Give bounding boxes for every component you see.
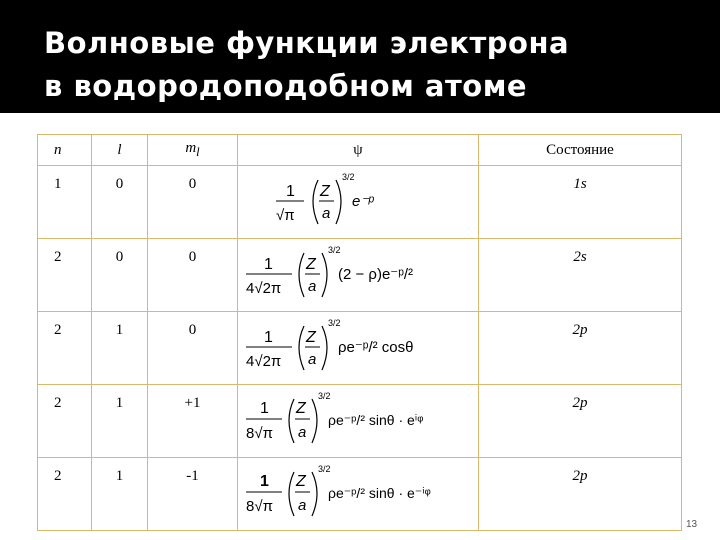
- formula-prefactor-numerator: 1: [286, 183, 295, 200]
- table-header-row: [38, 135, 682, 166]
- formula-prefactor-denominator: √π: [276, 207, 295, 224]
- cell-state-value: 2s: [573, 249, 587, 265]
- cell-ml-value: 0: [188, 176, 197, 192]
- formula-exponent: 3/2: [318, 391, 331, 401]
- formula-prefactor-numerator: 1: [260, 473, 269, 490]
- slide-title: [44, 22, 704, 108]
- formula-prefactor-numerator: 1: [260, 400, 269, 417]
- cell-ml-value: 0: [188, 322, 197, 338]
- formula-tail: ρe⁻ᵖ/² sinθ · e⁻ⁱᵠ: [328, 485, 431, 501]
- table-row: [38, 166, 682, 239]
- formula-prefactor-denominator: 4√2π: [246, 280, 282, 297]
- cell-ml: [148, 458, 238, 531]
- formula-a: a: [308, 278, 317, 295]
- wave-function-table: [37, 134, 682, 531]
- formula-z: Z: [296, 473, 306, 490]
- formula-tail: e⁻ᵖ: [352, 193, 374, 210]
- formula-a: a: [308, 351, 317, 368]
- cell-psi: [238, 312, 479, 385]
- cell-l-value: 1: [115, 395, 124, 411]
- cell-l: [92, 312, 148, 385]
- cell-l: [92, 458, 148, 531]
- wave-function-formula: [244, 460, 464, 524]
- cell-n-value: 2: [54, 468, 62, 484]
- cell-state: [479, 239, 682, 312]
- cell-state: [479, 385, 682, 458]
- cell-ml-value: -1: [186, 468, 199, 484]
- cell-l: [92, 239, 148, 312]
- formula-a: a: [322, 205, 331, 222]
- cell-l-value: 1: [115, 468, 124, 484]
- header-ml: [148, 135, 238, 166]
- wave-function-formula: [244, 314, 444, 378]
- formula-z: Z: [320, 183, 330, 200]
- cell-ml-value: +1: [184, 395, 201, 411]
- formula-tail: ρe⁻ᵖ/² sinθ · eⁱᵠ: [328, 412, 424, 428]
- header-state: Состояние: [479, 135, 682, 166]
- formula-a: a: [298, 497, 307, 514]
- wave-function-formula: [244, 241, 444, 305]
- cell-n: [38, 166, 92, 239]
- header-psi: ψ: [238, 135, 479, 166]
- header-n: n: [38, 135, 92, 166]
- formula-exponent: 3/2: [318, 464, 331, 474]
- formula-exponent: 3/2: [328, 245, 341, 255]
- cell-ml: [148, 166, 238, 239]
- cell-ml: [148, 239, 238, 312]
- cell-ml: [148, 385, 238, 458]
- table-row: [38, 312, 682, 385]
- cell-psi: [238, 385, 479, 458]
- header-l: l: [92, 135, 148, 166]
- formula-prefactor-numerator: 1: [264, 329, 273, 346]
- formula-prefactor-denominator: 4√2π: [246, 353, 282, 370]
- table-row: [38, 458, 682, 531]
- cell-n-value: 2: [54, 322, 62, 338]
- cell-n-value: 2: [54, 249, 62, 265]
- cell-state-value: 2p: [572, 395, 588, 411]
- wave-function-formula: [244, 387, 464, 451]
- cell-state: [479, 458, 682, 531]
- formula-exponent: 3/2: [328, 318, 341, 328]
- cell-l-value: 0: [115, 249, 124, 265]
- title-separator: [0, 113, 720, 119]
- formula-prefactor-denominator: 8√π: [246, 498, 273, 515]
- formula-z: Z: [306, 329, 316, 346]
- formula-prefactor-numerator: 1: [264, 256, 273, 273]
- cell-l: [92, 385, 148, 458]
- formula-tail: (2 − ρ)e⁻ᵖ/²: [338, 266, 414, 283]
- formula-z: Z: [306, 256, 316, 273]
- cell-ml-value: 0: [188, 249, 197, 265]
- table-row: [38, 239, 682, 312]
- cell-state-value: 1s: [573, 176, 587, 192]
- slide-title-line-1: Волновые функции электрона: [44, 26, 570, 60]
- cell-n: [38, 385, 92, 458]
- cell-l: [92, 166, 148, 239]
- cell-l-value: 1: [115, 322, 124, 338]
- cell-psi: [238, 239, 479, 312]
- cell-psi: [238, 458, 479, 531]
- cell-ml: [148, 312, 238, 385]
- cell-n: [38, 458, 92, 531]
- wave-function-formula: [272, 168, 452, 232]
- cell-state: [479, 312, 682, 385]
- formula-a: a: [298, 424, 307, 441]
- page-number: 13: [686, 519, 698, 530]
- header-ml-symbol: m: [185, 140, 197, 156]
- cell-state-value: 2p: [572, 322, 588, 338]
- cell-psi: [238, 166, 479, 239]
- cell-n: [38, 312, 92, 385]
- formula-exponent: 3/2: [342, 172, 355, 182]
- cell-n-value: 2: [54, 395, 62, 411]
- header-ml-subscript: l: [196, 145, 200, 159]
- slide-title-line-2: в водородоподобном атоме: [44, 69, 528, 103]
- cell-l-value: 0: [115, 176, 124, 192]
- cell-n: [38, 239, 92, 312]
- cell-n-value: 1: [54, 176, 62, 192]
- cell-state-value: 2p: [572, 468, 588, 484]
- formula-tail: ρe⁻ᵖ/² cosθ: [338, 339, 414, 356]
- formula-prefactor-denominator: 8√π: [246, 425, 273, 442]
- table-row: [38, 385, 682, 458]
- formula-z: Z: [296, 400, 306, 417]
- cell-state: [479, 166, 682, 239]
